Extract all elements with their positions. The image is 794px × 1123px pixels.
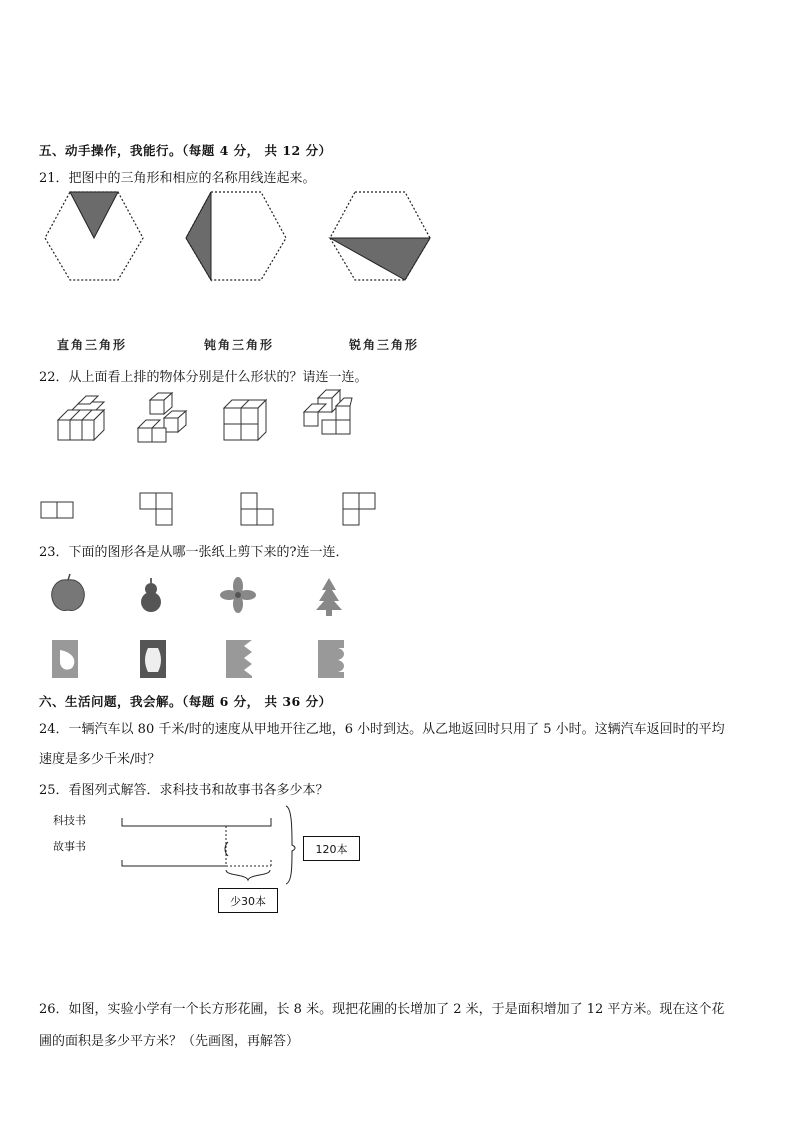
label-acute-triangle: 锐角三角形: [349, 338, 420, 352]
question-22-text: 22．从上面看上排的物体分别是什么形状的？请连一连。: [39, 370, 368, 385]
section-6-title: 六、生活问题，我会解。（每题 6 分， 共 36 分）: [39, 694, 332, 709]
question-26-line-1: 26．如图，实验小学有一个长方形花圃，长 8 米。现把花圃的长增加了 2 米，于是面积增加了 12 平方米。现在这个花: [39, 1002, 725, 1017]
question-25-text: 25．看图列式解答．求科技书和故事书各多少本？: [39, 783, 329, 798]
label-obtuse-triangle: 钝角三角形: [204, 338, 275, 352]
label-right-triangle: 直角三角形: [57, 338, 128, 352]
label-science-books: 科技书: [53, 814, 86, 827]
question-24-line-1: 24．一辆汽车以 80 千米/时的速度从甲地开往乙地，6 小时到达。从乙地返回时只用了 5 小时。这辆汽车返回时的平均: [39, 722, 725, 737]
label-story-books: 故事书: [53, 840, 86, 853]
section-5-title: 五、动手操作，我能行。（每题 4 分， 共 12 分）: [39, 143, 332, 158]
question-23-text: 23．下面的图形各是从哪一张纸上剪下来的?连一连．: [39, 545, 349, 560]
question-21-text: 21．把图中的三角形和相应的名称用线连起来。: [39, 171, 316, 186]
question-24-line-2: 速度是多少千米/时？: [39, 752, 161, 767]
question-26-line-2: 圃的面积是多少平方米？（先画图，再解答）: [39, 1034, 300, 1049]
total-box-120: 120本: [303, 836, 360, 861]
difference-box-30: 少30本: [218, 888, 278, 913]
